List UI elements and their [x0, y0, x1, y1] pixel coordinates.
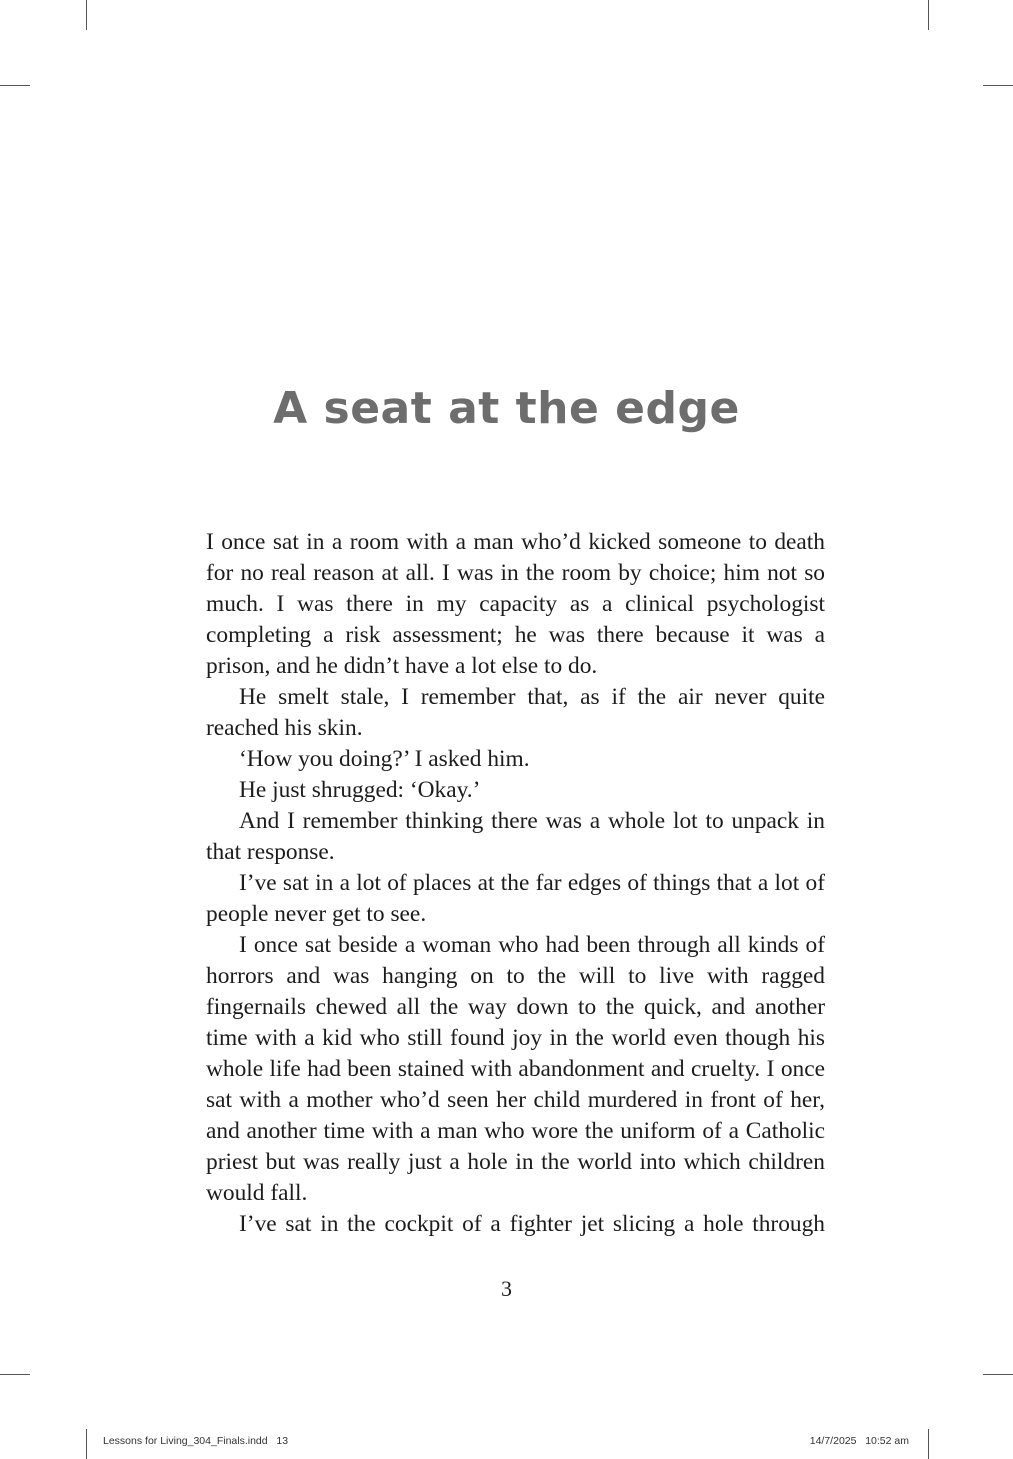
crop-mark-right-bottom: [983, 1374, 1013, 1375]
paragraph: He smelt stale, I remember that, as if the air never quite reached his skin.: [206, 684, 825, 741]
paragraph: I’ve sat in the cockpit of a fighter jet slicing a hole through: [239, 1211, 825, 1237]
paragraph: I’ve sat in a lot of places at the far edges of things that a lot of people never get to see.: [206, 870, 825, 927]
crop-mark-bottom-left: [86, 1429, 87, 1459]
slug-filename: Lessons for Living_304_Finals.indd 13: [103, 1435, 289, 1447]
chapter-title: A seat at the edge: [273, 383, 740, 434]
crop-mark-top-left: [86, 0, 87, 30]
page-number: 3: [501, 1276, 512, 1301]
crop-mark-top-right: [928, 0, 929, 30]
crop-mark-bottom-right: [928, 1429, 929, 1459]
paragraph: I once sat beside a woman who had been through all kinds of horrors and was hanging on to the will to live with ragged fingernails chewed all the way down to the quick, and another time with a kid who still found joy in the world even though his whole life had been stained with abandonment and cruelty. I once sat with a mother who’d seen her child murdered in front of her, and another time with a man who wore the uniform of a Catholic priest but was really just a hole in the world into which children would fall.: [206, 932, 825, 1206]
crop-mark-right-top: [983, 85, 1013, 86]
paragraph: ‘How you doing?’ I asked him.: [239, 746, 530, 772]
crop-mark-left-bottom: [0, 1374, 30, 1375]
paragraph: And I remember thinking there was a whole lot to unpack in that response.: [206, 808, 825, 865]
paragraph: I once sat in a room with a man who’d kicked someone to death for no real reason at all. I was in the room by choice; him not so much. I was there in my capacity as a clinical psychologist completing a risk assessment; he was there because it was a prison, and he didn’t have a lot else to do.: [206, 529, 825, 679]
slug-timestamp: 14/7/2025 10:52 am: [809, 1435, 909, 1447]
paragraph: He just shrugged: ‘Okay.’: [239, 777, 481, 803]
crop-mark-left-top: [0, 85, 30, 86]
body-text: [206, 527, 825, 1240]
